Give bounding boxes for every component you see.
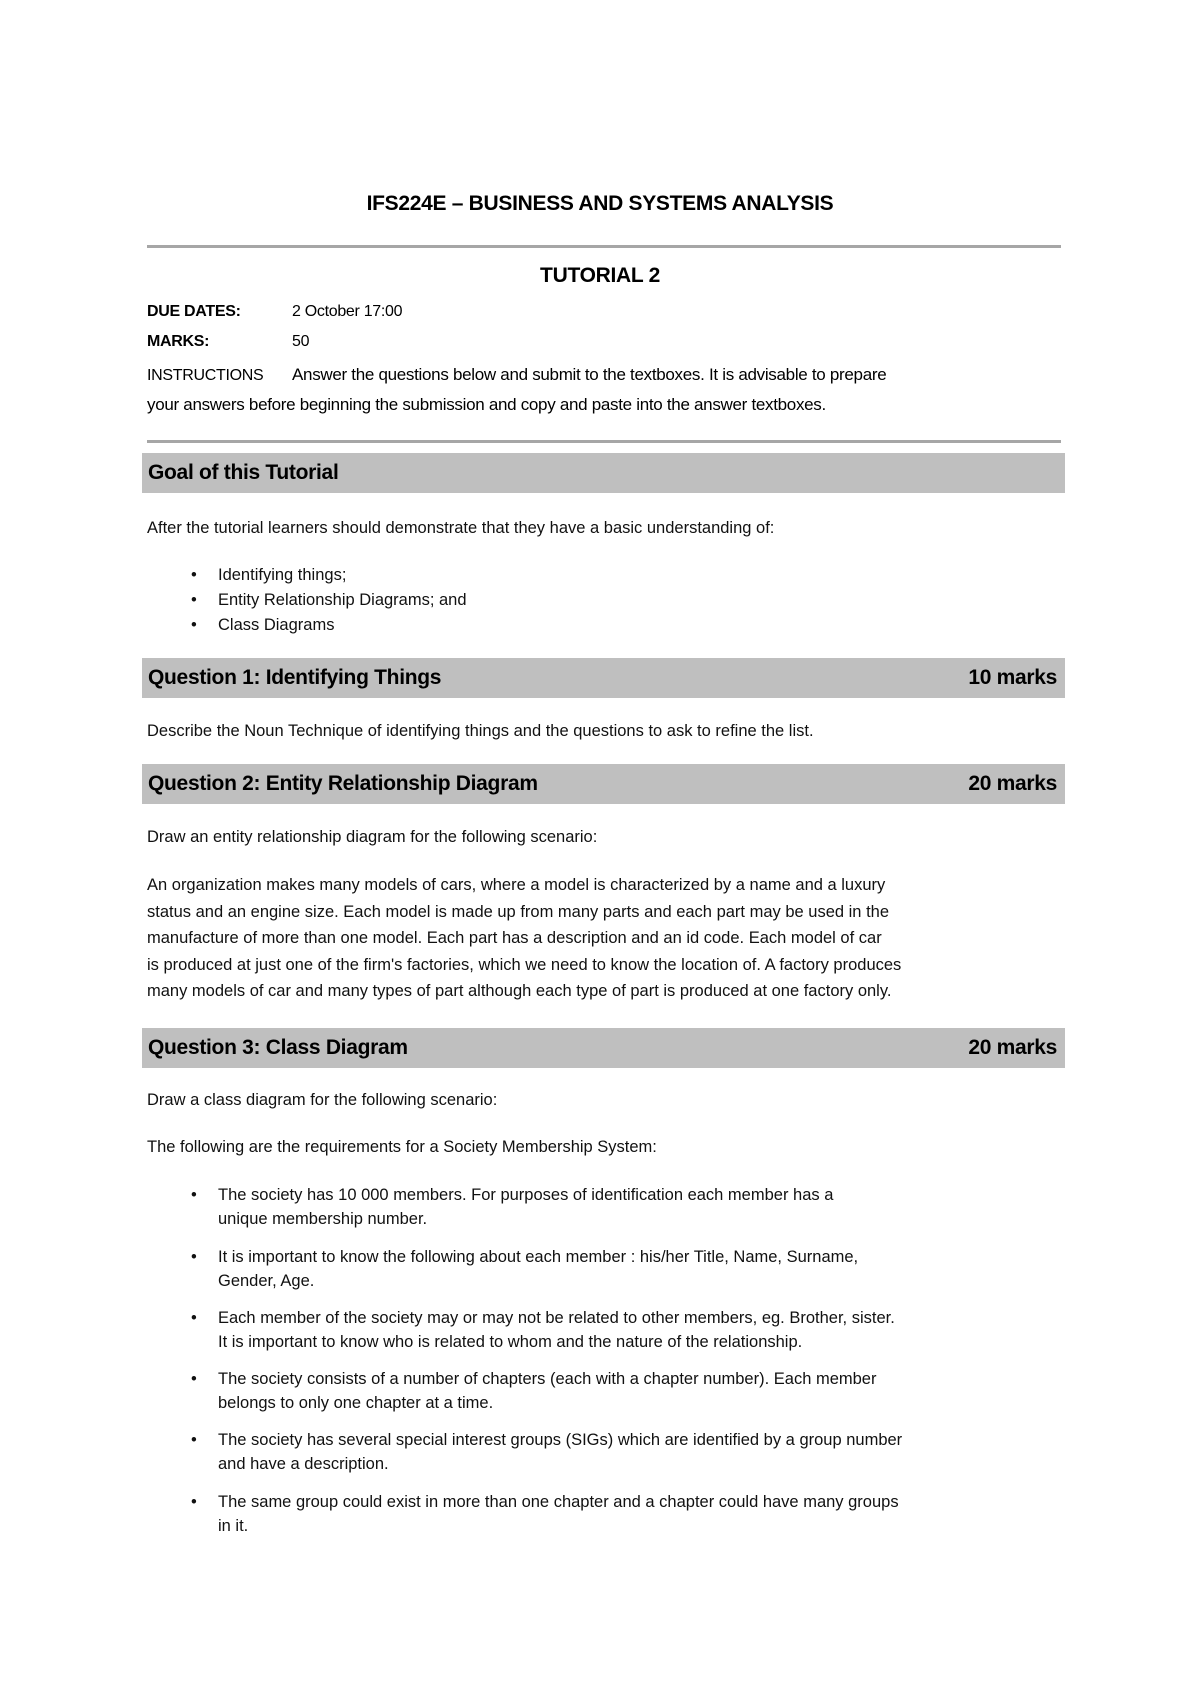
requirement-line: The same group could exist in more than one chapter and a chapter could have many groups: [218, 1493, 899, 1511]
q2-heading-bar: [142, 764, 1065, 804]
requirement-line: Gender, Age.: [218, 1272, 315, 1290]
goal-heading-bar: [142, 453, 1065, 493]
bullet-icon: •: [191, 566, 197, 584]
goal-item: Identifying things;: [218, 566, 347, 584]
q2-scenario: [147, 872, 1072, 1005]
due-value: 2 October 17:00: [292, 303, 403, 320]
requirement-item: [218, 1428, 1068, 1476]
goal-intro: After the tutorial learners should demonstrate that they have a basic understanding of:: [147, 519, 775, 537]
requirement-line: The society has several special interest groups (SIGs) which are identified by a group number: [218, 1431, 903, 1449]
instructions-row: [147, 365, 886, 385]
due-dates-row: [147, 303, 402, 321]
bullet-icon: •: [191, 616, 197, 634]
bullet-icon: •: [191, 591, 197, 609]
marks-row: [147, 333, 309, 351]
requirement-line: The society has 10 000 members. For purposes of identification each member has a: [218, 1186, 834, 1204]
marks-value: 50: [292, 333, 310, 350]
requirement-line: It is important to know who is related to whom and the nature of the relationship.: [218, 1333, 803, 1351]
bullet-icon: •: [191, 1370, 197, 1388]
q3-intro: Draw a class diagram for the following scenario:: [147, 1091, 498, 1109]
q3-intro-2: The following are the requirements for a Society Membership System:: [147, 1138, 657, 1156]
scenario-line: many models of car and many types of part although each type of part is produced at one factory only.: [147, 982, 892, 1001]
q1-heading-bar: [142, 658, 1065, 698]
bullet-icon: •: [191, 1248, 197, 1266]
instructions-text: Answer the questions below and submit to the textboxes. It is advisable to prepare: [292, 365, 887, 384]
bullet-icon: •: [191, 1431, 197, 1449]
course-title: IFS224E – BUSINESS AND SYSTEMS ANALYSIS: [366, 192, 834, 215]
bullet-icon: •: [191, 1309, 197, 1327]
requirement-line: and have a description.: [218, 1455, 389, 1473]
q3-heading-bar: [142, 1028, 1065, 1068]
requirement-item: [218, 1183, 1068, 1231]
requirement-line: The society consists of a number of chapters (each with a chapter number). Each member: [218, 1370, 877, 1388]
requirement-line: belongs to only one chapter at a time.: [218, 1394, 494, 1412]
scenario-line: manufacture of more than one model. Each part has a description and an id code. Each model of car: [147, 929, 882, 948]
goal-item: Entity Relationship Diagrams; and: [218, 591, 467, 609]
requirement-item: [218, 1245, 1068, 1293]
scenario-line: An organization makes many models of cars, where a model is characterized by a name and a luxury: [147, 876, 886, 894]
q1-heading: Question 1: Identifying Things: [148, 666, 442, 689]
requirement-item: [218, 1306, 1068, 1354]
requirement-line: Each member of the society may or may not be related to other members, eg. Brother, sister.: [218, 1309, 895, 1327]
requirement-item: [218, 1490, 1068, 1538]
tutorial-title: TUTORIAL 2: [540, 264, 660, 287]
requirement-line: in it.: [218, 1517, 249, 1535]
divider: [147, 245, 1061, 248]
due-label: DUE DATES:: [147, 303, 241, 320]
scenario-line: is produced at just one of the firm's factories, which we need to know the location of. A factory produces: [147, 955, 902, 974]
q2-intro: Draw an entity relationship diagram for the following scenario:: [147, 828, 598, 846]
q3-heading: Question 3: Class Diagram: [148, 1036, 408, 1059]
requirement-line: It is important to know the following about each member : his/her Title, Name, Surname,: [218, 1248, 859, 1266]
instructions-text-2: your answers before beginning the submission and copy and paste into the answer textboxes.: [147, 395, 826, 414]
bullet-icon: •: [191, 1186, 197, 1204]
q3-marks: 20 marks: [968, 1036, 1057, 1059]
requirement-item: [218, 1367, 1068, 1415]
q1-text: Describe the Noun Technique of identifying things and the questions to ask to refine the list.: [147, 722, 814, 740]
q1-marks: 10 marks: [968, 666, 1057, 689]
q2-marks: 20 marks: [968, 772, 1057, 795]
requirement-line: unique membership number.: [218, 1210, 428, 1228]
divider: [147, 440, 1061, 443]
bullet-icon: •: [191, 1493, 197, 1511]
goal-heading: Goal of this Tutorial: [148, 461, 339, 484]
instructions-label: INSTRUCTIONS: [147, 367, 264, 384]
scenario-line: status and an engine size. Each model is made up from many parts and each part may be used in the: [147, 902, 890, 921]
goal-item: Class Diagrams: [218, 616, 335, 634]
marks-label: MARKS:: [147, 333, 210, 350]
q2-heading: Question 2: Entity Relationship Diagram: [148, 772, 538, 795]
